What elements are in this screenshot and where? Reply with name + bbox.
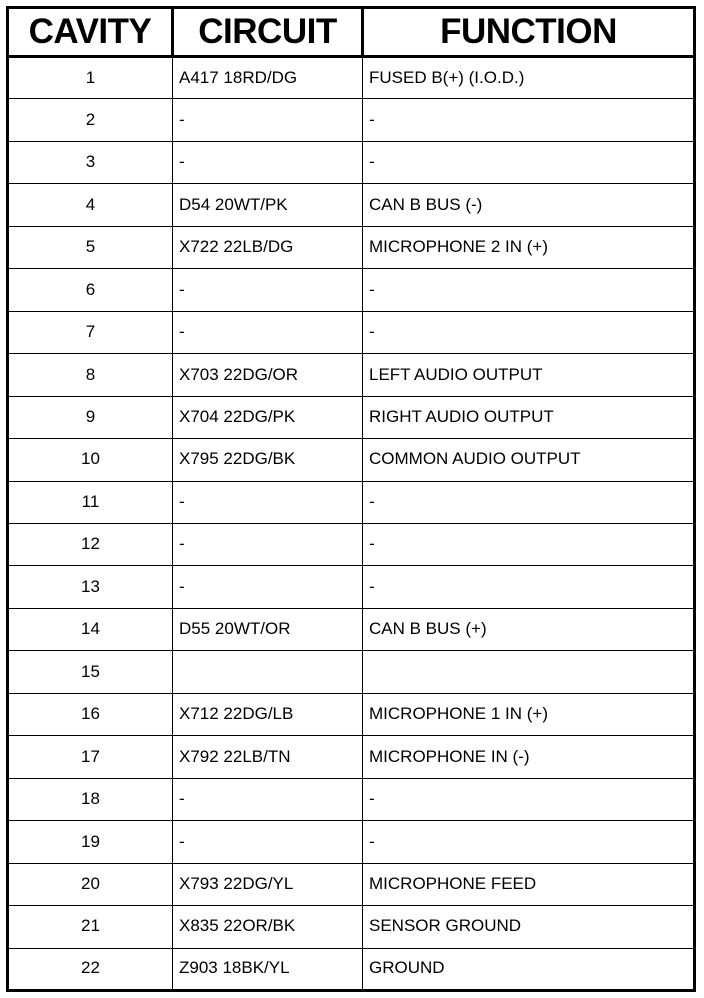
cell-cavity: 18 [8,778,173,820]
cell-circuit: - [173,566,363,608]
cell-circuit: X704 22DG/PK [173,396,363,438]
cell-function: MICROPHONE IN (-) [363,736,695,778]
cell-cavity: 11 [8,481,173,523]
table-row [8,651,695,693]
cell-circuit: X795 22DG/BK [173,439,363,481]
cell-circuit: - [173,269,363,311]
table-row [8,226,695,268]
cell-function: RIGHT AUDIO OUTPUT [363,396,695,438]
table-row [8,566,695,608]
table-row [8,354,695,396]
cell-cavity: 10 [8,439,173,481]
cell-cavity: 9 [8,396,173,438]
cell-cavity: 13 [8,566,173,608]
cell-function: MICROPHONE 2 IN (+) [363,226,695,268]
cell-function: - [363,523,695,565]
table-row [8,184,695,226]
table-row [8,906,695,948]
table-row [8,948,695,990]
cell-circuit: - [173,481,363,523]
cell-circuit: X703 22DG/OR [173,354,363,396]
table-body [8,57,695,991]
cell-circuit: X712 22DG/LB [173,693,363,735]
column-header-cavity: CAVITY [8,8,173,57]
cell-cavity: 19 [8,821,173,863]
table-row [8,523,695,565]
cell-function: - [363,269,695,311]
cell-function: GROUND [363,948,695,990]
cell-circuit: D54 20WT/PK [173,184,363,226]
cell-cavity: 20 [8,863,173,905]
cell-circuit: - [173,99,363,141]
table-row [8,693,695,735]
cell-circuit [173,651,363,693]
cell-circuit: - [173,778,363,820]
cell-cavity: 16 [8,693,173,735]
cell-circuit: - [173,821,363,863]
cell-circuit: X722 22LB/DG [173,226,363,268]
table-row [8,99,695,141]
cell-cavity: 12 [8,523,173,565]
cell-function: MICROPHONE 1 IN (+) [363,693,695,735]
cell-function: - [363,481,695,523]
cell-function: LEFT AUDIO OUTPUT [363,354,695,396]
cell-function: - [363,821,695,863]
cell-circuit: D55 20WT/OR [173,608,363,650]
cell-function: - [363,141,695,183]
cell-circuit: - [173,311,363,353]
table-row [8,778,695,820]
cell-circuit: - [173,141,363,183]
cell-cavity: 6 [8,269,173,311]
cell-function: COMMON AUDIO OUTPUT [363,439,695,481]
cell-cavity: 22 [8,948,173,990]
table-row [8,311,695,353]
cell-function: - [363,778,695,820]
column-header-circuit: CIRCUIT [173,8,363,57]
table-row [8,396,695,438]
cell-function: - [363,566,695,608]
header-row [8,8,695,57]
cell-cavity: 15 [8,651,173,693]
cell-function: FUSED B(+) (I.O.D.) [363,57,695,99]
cell-cavity: 2 [8,99,173,141]
table-header [8,8,695,57]
table-row [8,608,695,650]
cell-function: - [363,99,695,141]
cell-circuit: Z903 18BK/YL [173,948,363,990]
table-row [8,269,695,311]
table-row [8,141,695,183]
cell-function: CAN B BUS (-) [363,184,695,226]
cell-cavity: 5 [8,226,173,268]
cell-circuit: X835 22OR/BK [173,906,363,948]
connector-pinout-table [6,6,696,992]
cell-cavity: 8 [8,354,173,396]
table-row [8,57,695,99]
column-header-function: FUNCTION [363,8,695,57]
cell-cavity: 1 [8,57,173,99]
cell-cavity: 21 [8,906,173,948]
table-row [8,736,695,778]
cell-function: MICROPHONE FEED [363,863,695,905]
cell-cavity: 7 [8,311,173,353]
cell-function: CAN B BUS (+) [363,608,695,650]
cell-cavity: 4 [8,184,173,226]
cell-cavity: 3 [8,141,173,183]
cell-function: - [363,311,695,353]
cell-cavity: 17 [8,736,173,778]
table-row [8,863,695,905]
cell-function: SENSOR GROUND [363,906,695,948]
cell-circuit: A417 18RD/DG [173,57,363,99]
cell-circuit: X793 22DG/YL [173,863,363,905]
table-row [8,439,695,481]
table-row [8,821,695,863]
cell-function [363,651,695,693]
table-row [8,481,695,523]
cell-circuit: X792 22LB/TN [173,736,363,778]
cell-circuit: - [173,523,363,565]
cell-cavity: 14 [8,608,173,650]
